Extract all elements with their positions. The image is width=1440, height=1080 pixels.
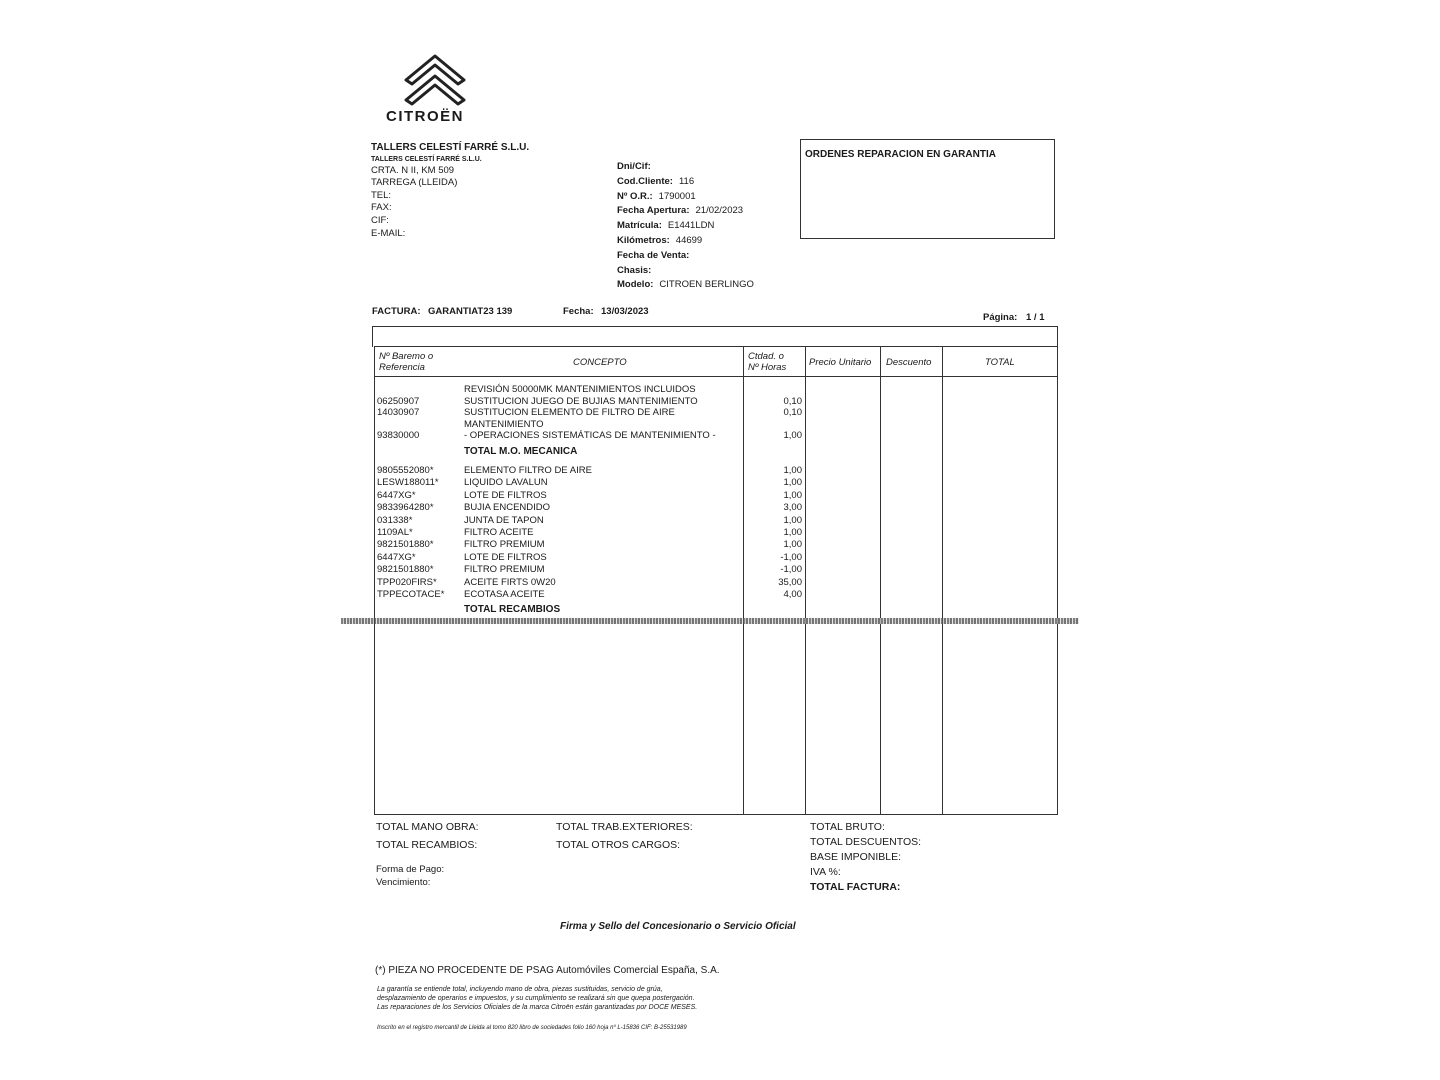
- row-quantity: 1,00: [783, 430, 802, 442]
- row-reference: 9833964280*: [377, 502, 434, 514]
- company-info: [371, 142, 529, 240]
- row-quantity: 1,00: [783, 527, 802, 538]
- row-reference: 14030907: [377, 407, 420, 419]
- order-box-title: ORDENES REPARACION EN GARANTIA: [805, 149, 996, 160]
- row-quantity: 1,00: [783, 539, 802, 551]
- company-address2: TARREGA (LLEIDA): [371, 177, 458, 189]
- total-trab-exteriores: TOTAL TRAB.EXTERIORES:: [556, 821, 693, 833]
- row-reference: 9821501880*: [377, 564, 434, 576]
- order-box: [800, 139, 1055, 239]
- inscrito-text: Inscrito en el registro mercantil de Lleida al tomo 820 libro de sociedades folio 160 hoja nº L-15836 CIF: B-25531989: [377, 1025, 687, 1031]
- client-km: Kilómetros: 44699: [617, 234, 703, 246]
- row-quantity: 0,10: [783, 407, 802, 419]
- row-quantity: 4,00: [783, 589, 802, 600]
- firma-label: Firma y Sello del Concesionario o Servicio Oficial: [560, 921, 796, 932]
- totals-middle: [556, 820, 693, 853]
- row-reference: LESW188011*: [377, 477, 439, 489]
- col-divider: [880, 346, 881, 815]
- company-fax: FAX:: [371, 202, 392, 214]
- header-precio: Precio Unitario: [809, 357, 872, 368]
- row-concept: ELEMENTO FILTRO DE AIRE: [464, 465, 592, 476]
- factura-label: FACTURA:: [372, 306, 421, 317]
- fecha-value: 13/03/2023: [601, 306, 649, 317]
- row-reference: 031338*: [377, 514, 413, 526]
- row-reference: TPP020FIRS*: [377, 576, 437, 588]
- labour-total-label: TOTAL M.O. MECANICA: [464, 446, 578, 457]
- parts-total-label: TOTAL RECAMBIOS: [464, 604, 561, 615]
- row-concept: FILTRO PREMIUM: [464, 539, 545, 551]
- row-concept: REVISIÓN 50000MK MANTENIMIENTOS INCLUIDOS: [464, 384, 696, 395]
- client-modelo: Modelo: CITROEN BERLINGO: [617, 279, 754, 291]
- garantia-text: La garantía se entiende total, incluyendo mano de obra, piezas sustituidas, servicio de grúa, desplazamiento de operarios e impuestos, y su cumplimiento se realizará sin que quepa postergación. Las reparaciones de los Servicios Oficiales de la marca Citroën están garantizadas por DOCE MESES.: [377, 986, 698, 1012]
- company-tel: TEL:: [371, 189, 392, 201]
- fecha-label: Fecha:: [563, 306, 594, 317]
- row-quantity: 35,00: [778, 576, 802, 588]
- table-header-divider: [374, 376, 1058, 377]
- client-chasis: Chasis:: [617, 264, 652, 276]
- row-concept: SUSTITUCION JUEGO DE BUJIAS MANTENIMIENTO: [464, 395, 698, 407]
- company-address1: CRTA. N II, KM 509: [371, 164, 455, 176]
- company-subname: TALLERS CELESTÍ FARRÉ S.L.U.: [371, 155, 482, 163]
- row-concept: ECOTASA ACEITE: [464, 589, 545, 600]
- row-reference: 9821501880*: [377, 539, 434, 551]
- company-name: TALLERS CELESTÍ FARRÉ S.L.U.: [371, 142, 530, 153]
- col-divider: [942, 346, 943, 815]
- row-reference: 93830000: [377, 430, 420, 442]
- row-concept: JUNTA DE TAPON: [464, 514, 544, 526]
- row-concept: LOTE DE FILTROS: [464, 489, 547, 501]
- row-reference: 06250907: [377, 395, 420, 407]
- header-ref: Nº Baremo o Referencia: [379, 351, 434, 373]
- row-concept: - OPERACIONES SISTEMÁTICAS DE MANTENIMIENTO -: [464, 430, 716, 442]
- header-descuento: Descuento: [886, 357, 932, 368]
- factura-value: GARANTIAT23 139: [428, 306, 513, 317]
- header-concepto: CONCEPTO: [573, 357, 627, 368]
- row-quantity: 1,00: [783, 489, 802, 501]
- row-reference: 6447XG*: [377, 489, 416, 501]
- scan-artifact: [341, 618, 1079, 624]
- client-matricula: Matrícula: E1441LDN: [617, 220, 715, 232]
- totals-right: [810, 820, 921, 895]
- row-quantity: -1,00: [780, 551, 802, 563]
- row-reference: 9805552080*: [377, 465, 434, 476]
- row-concept: LOTE DE FILTROS: [464, 551, 547, 563]
- col-divider: [805, 346, 806, 815]
- payment-info: [376, 864, 444, 889]
- total-mano-obra: TOTAL MANO OBRA:: [376, 821, 479, 833]
- row-quantity: 1,00: [783, 514, 802, 526]
- vencimiento: Vencimiento:: [376, 876, 431, 888]
- row-concept: SUSTITUCION ELEMENTO DE FILTRO DE AIRE: [464, 407, 675, 419]
- brand-name: CITROËN: [386, 108, 464, 125]
- total-descuentos: TOTAL DESCUENTOS:: [810, 836, 922, 848]
- row-reference: TPPECOTACE*: [377, 589, 445, 600]
- client-info: [617, 160, 754, 293]
- client-fecha-venta: Fecha de Venta:: [617, 249, 690, 261]
- row-quantity: 0,10: [783, 395, 802, 407]
- table-top-frame: [372, 326, 1058, 347]
- row-concept: LIQUIDO LAVALUN: [464, 477, 548, 489]
- total-otros-cargos: TOTAL OTROS CARGOS:: [556, 839, 681, 851]
- pieza-note: (*) PIEZA NO PROCEDENTE DE PSAG Automóviles Comercial España, S.A.: [375, 965, 720, 976]
- row-concept: ACEITE FIRTS 0W20: [464, 576, 556, 588]
- forma-pago: Forma de Pago:: [376, 864, 445, 875]
- totals-left: [376, 820, 479, 853]
- row-quantity: 3,00: [783, 502, 802, 514]
- client-or: Nº O.R.: 1790001: [617, 190, 696, 202]
- header-qty: Ctdad. o Nº Horas: [748, 351, 787, 373]
- pagina-value: 1 / 1: [1026, 312, 1045, 323]
- row-quantity: 1,00: [783, 477, 802, 489]
- citroen-logo-icon: [402, 50, 468, 113]
- base-imponible: BASE IMPONIBLE:: [810, 851, 902, 863]
- row-reference: 1109AL*: [377, 527, 413, 538]
- total-bruto: TOTAL BRUTO:: [810, 821, 885, 833]
- pagina-label: Página:: [983, 312, 1018, 323]
- row-concept: BUJIA ENCENDIDO: [464, 502, 551, 514]
- row-concept: FILTRO ACEITE: [464, 527, 534, 538]
- row-quantity: -1,00: [780, 564, 802, 576]
- row-concept: FILTRO PREMIUM: [464, 564, 545, 576]
- company-email: E-MAIL:: [371, 227, 406, 239]
- client-dni: Dni/Cif:: [617, 161, 651, 172]
- row-concept: MANTENIMIENTO: [464, 418, 544, 430]
- iva: IVA %:: [810, 866, 841, 878]
- row-quantity: 1,00: [783, 465, 802, 476]
- header-total: TOTAL: [985, 357, 1015, 368]
- total-recambios: TOTAL RECAMBIOS:: [376, 839, 478, 851]
- client-fecha-apertura: Fecha Apertura: 21/02/2023: [617, 205, 744, 217]
- company-cif: CIF:: [371, 214, 389, 226]
- col-divider: [743, 346, 744, 815]
- total-factura: TOTAL FACTURA:: [810, 881, 901, 893]
- row-reference: 6447XG*: [377, 551, 416, 563]
- client-cod: Cod.Cliente: 116: [617, 175, 695, 187]
